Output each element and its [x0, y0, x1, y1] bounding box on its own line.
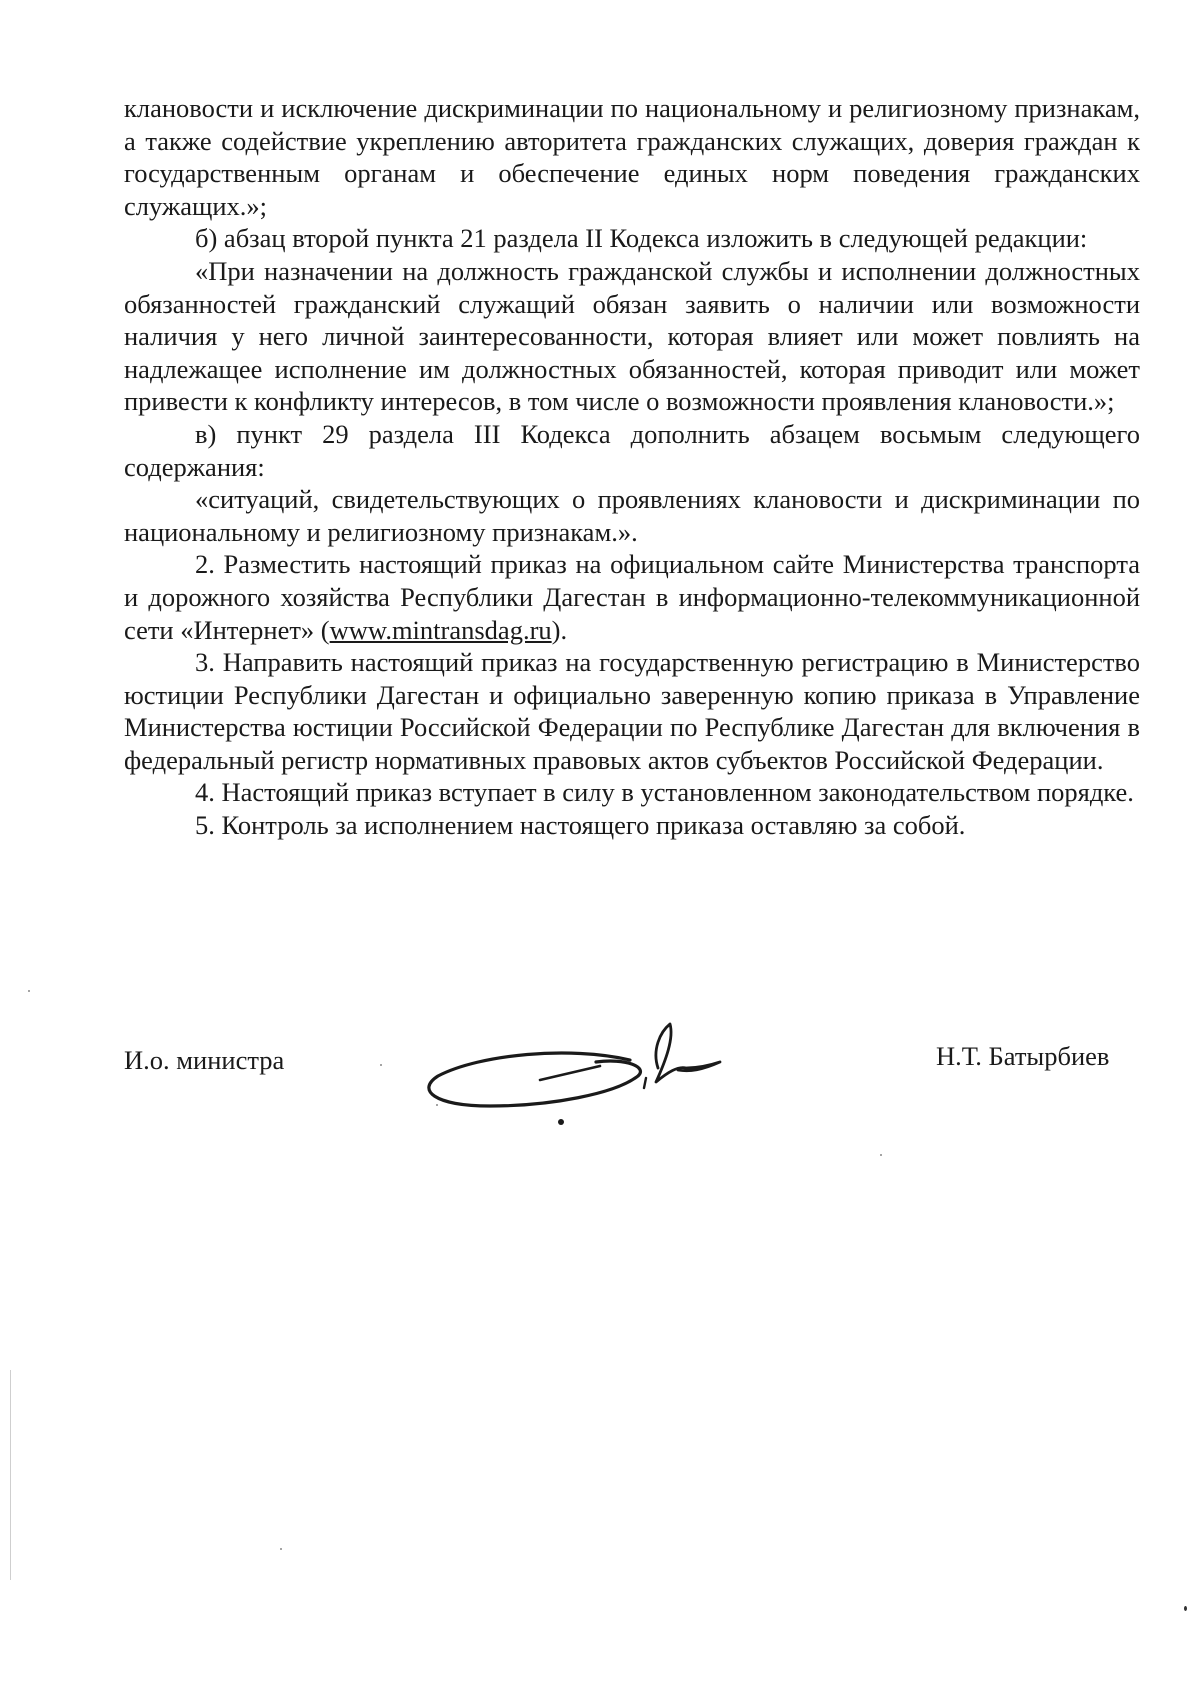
website-link[interactable]: www.mintransdag.ru [329, 614, 552, 645]
paragraph-clause-4: 4. Настоящий приказ вступает в силу в установленном законодательством порядке. [195, 777, 1134, 808]
scan-edge-line [10, 1370, 11, 1580]
signatory-name: Н.Т. Батырбиев [936, 1041, 1110, 1071]
document-body [124, 92, 1140, 842]
scan-speck [380, 1064, 382, 1066]
paragraph-clause-3: 3. Направить настоящий приказ на государственную регистрацию в Министерство юстиции Республики Дагестан и официально заверенную копию приказа в Управление Министерства юстиции Российской Федерации по Республике Дагестан для включения в федеральный регистр нормативных правовых актов субъектов Российской Федерации. [124, 647, 1140, 775]
signatory-position: И.о. министра [124, 1045, 285, 1075]
paragraph-quote-v: «ситуаций, свидетельствующих о проявлениях клановости и дискриминации по национальному и религиозному признакам.». [124, 484, 1140, 547]
paragraph-clause-5: 5. Контроль за исполнением настоящего приказа оставляю за собой. [195, 810, 966, 841]
paragraph-clause-2 [124, 548, 1140, 646]
scan-speck [436, 1104, 438, 1106]
paragraph-item-b: б) абзац второй пункта 21 раздела II Кодекса изложить в следующей редакции: [195, 223, 1088, 254]
clause-2-text: 2. Разместить настоящий приказ на официальном сайте Министерства транспорта и дорожного хозяйства Республики Дагестан в информационно-телекоммуникационной сети «Интернет» ( [124, 549, 1140, 645]
scan-speck [28, 990, 30, 992]
handwritten-signature [420, 1010, 780, 1140]
scan-speck [880, 1154, 882, 1156]
scan-speck [1184, 1606, 1187, 1611]
paragraph-continuation: клановости и исключение дискриминации по национальному и религиозному признакам, а также содействие укреплению авторитета гражданских служащих, доверия граждан к государственным органам и обеспечение единых норм поведения гражданских служащих.»; [124, 93, 1140, 221]
scan-speck [280, 1548, 282, 1550]
paragraph-item-v: в) пункт 29 раздела III Кодекса дополнить абзацем восьмым следующего содержания: [124, 418, 1140, 482]
paragraph-quote-b: «При назначении на должность гражданской службы и исполнении должностных обязанностей гражданский служащий обязан заявить о наличии или возможности наличия у него личной заинтересованности, которая влияет или может повлиять на надлежащее исполнение им должностных обязанностей, которая приводит или может привести к конфликту интересов, в том числе о возможности проявления клановости.»; [124, 255, 1140, 417]
clause-2-closing: ). [551, 614, 568, 645]
